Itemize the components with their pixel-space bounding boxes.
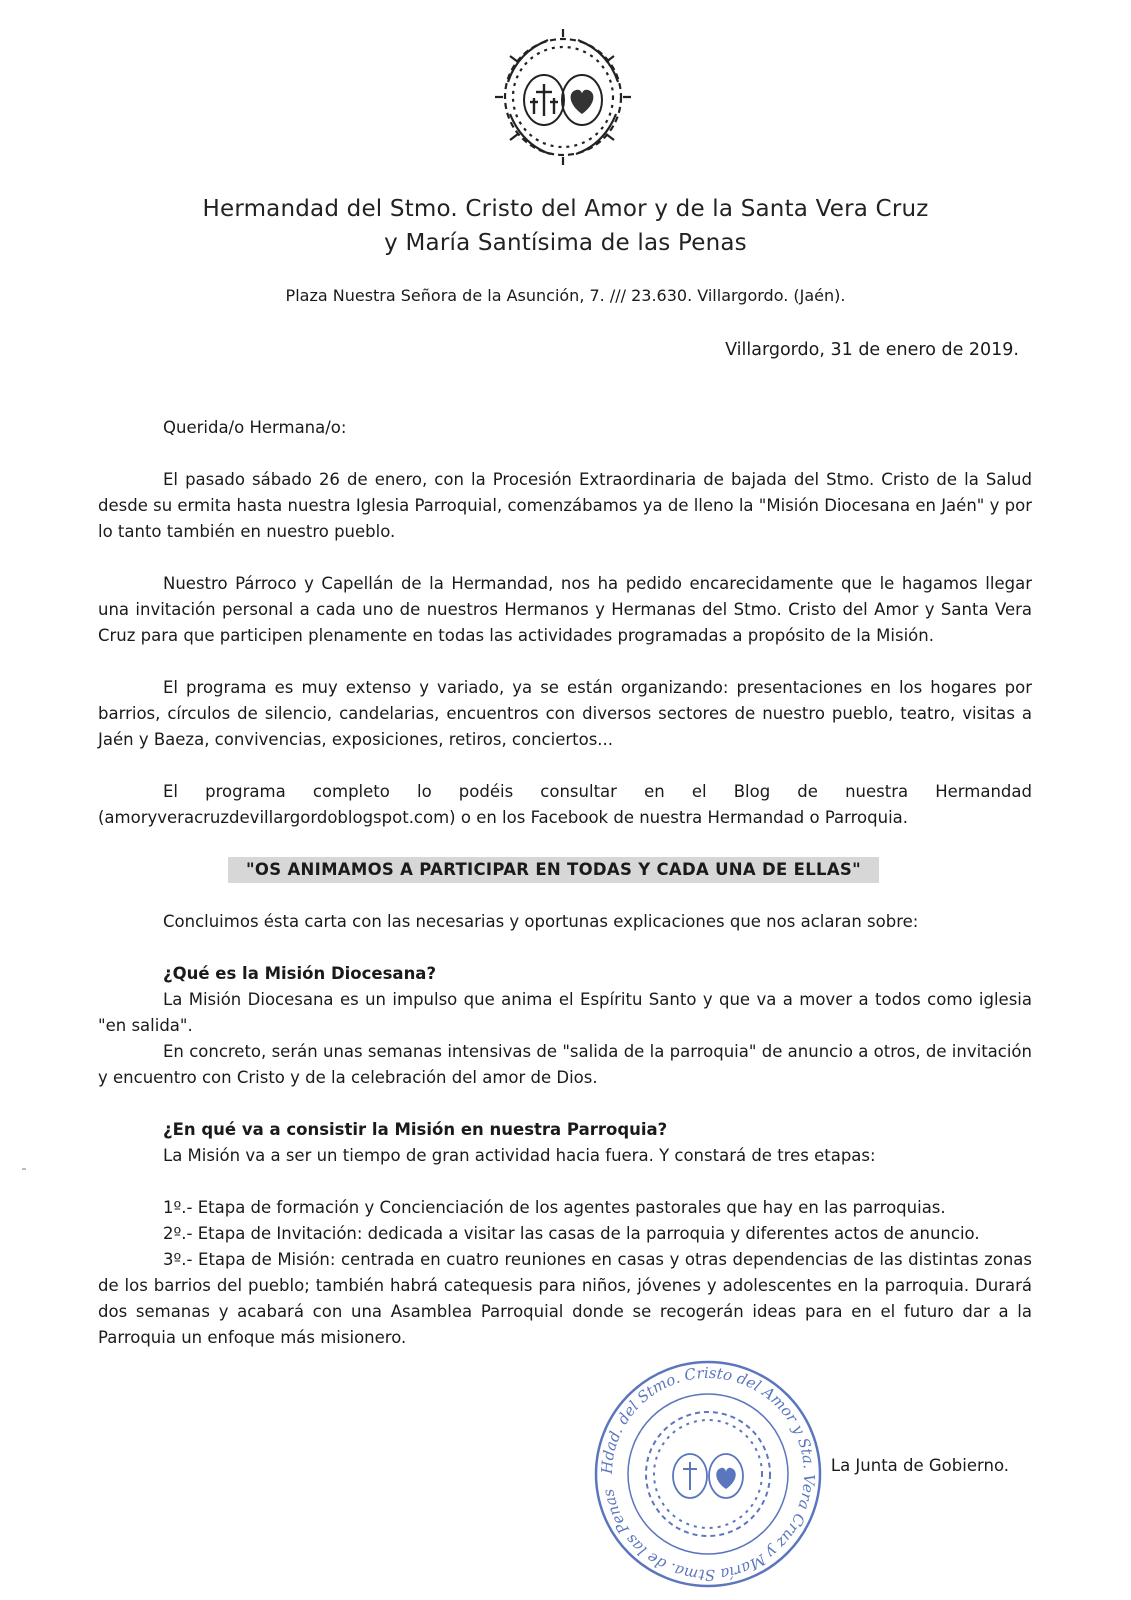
conclusion-text: Concluimos ésta carta con las necesarias y oportunas explicaciones que nos aclaran sobre:: [163, 912, 919, 931]
paragraph-program: El programa es muy extenso y variado, ya se están organizando: presentaciones en los hogares por barrios, círculos de silencio, candelarias, encuentros con diversos sectores de nuestro pueblo, teatro, visitas a Jaén y Baeza, convivencias, exposiciones, retiros, conciertos...: [98, 678, 1032, 749]
paragraph-blog-line2: (amoryveracruzdevillargordoblogspot.com) o en los Facebook de nuestra Hermandad o Parroquia.: [98, 808, 909, 827]
svg-text:Hdad. del Stmo. Cristo del Amo: [598, 1364, 818, 1584]
stage-1: 1º.- Etapa de formación y Concienciación de los agentes pastorales que hay en las parroquias.: [163, 1198, 946, 1217]
paragraph-procession: El pasado sábado 26 de enero, con la Procesión Extraordinaria de bajada del Stmo. Cristo de la Salud desde su ermita hasta nuestra Iglesia Parroquial, comenzábamos ya de lleno la "Misión Diocesana en Jaén" y por lo tanto también en nuestro pueblo.: [98, 470, 1032, 541]
address: Plaza Nuestra Señora de la Asunción, 7. /// 23.630. Villargordo. (Jaén).: [285, 286, 846, 305]
stamp-text: Hdad. del Stmo. Cristo del Amor y Sta. Vera Cruz y María Stma. de las Penas: [597, 1363, 819, 1585]
letter-body: [98, 415, 1032, 1351]
letter-date: Villargordo, 31 de enero de 2019.: [725, 340, 1019, 360]
mission-weeks: En concreto, serán unas semanas intensivas de "salida de la parroquia" de anuncio a otros, de invitación y encuentro con Cristo y de la celebración del amor de Dios.: [98, 1042, 1032, 1087]
scan-speck: [22, 1168, 26, 1170]
stage-3: 3º.- Etapa de Misión: centrada en cuatro reuniones en casas y otras dependencias de las distintas zonas de los barrios del pueblo; también habrá catequesis para niños, jóvenes y adolescentes en la parroquia. Durará dos semanas y acabará con una Asamblea Parroquial donde se recogerán ideas para en el futuro dar a la Parroquia un enfoque más misionero.: [98, 1250, 1032, 1347]
section-heading-mission: ¿Qué es la Misión Diocesana?: [163, 964, 437, 983]
encouragement-banner: "OS ANIMAMOS A PARTICIPAR EN TODAS Y CADA UNA DE ELLAS": [228, 857, 879, 883]
title-line-2: y María Santísima de las Penas: [384, 230, 747, 256]
paragraph-blog-line1: El programa completo lo podéis consultar en el Blog de nuestra Hermandad: [163, 782, 1032, 801]
paragraph-invitation: Nuestro Párroco y Capellán de la Hermandad, nos ha pedido encarecidamente que le hagamos llegar una invitación personal a cada uno de nuestros Hermanos y Hermanas del Stmo. Cristo del Amor y Santa Vera Cruz para que participen plenamente en todas las actividades programadas a propósito de la Misión.: [98, 574, 1032, 645]
salutation: Querida/o Hermana/o:: [163, 418, 347, 437]
section-heading-parish: ¿En qué va a consistir la Misión en nuestra Parroquia?: [163, 1120, 668, 1139]
brotherhood-stamp: [592, 1358, 824, 1590]
signature: La Junta de Gobierno.: [830, 1456, 1009, 1475]
title-line-1: Hermandad del Stmo. Cristo del Amor y de la Santa Vera Cruz: [202, 196, 929, 222]
parish-intro: La Misión va a ser un tiempo de gran actividad hacia fuera. Y constará de tres etapas:: [163, 1146, 876, 1165]
mission-definition: La Misión Diocesana es un impulso que anima el Espíritu Santo y que va a mover a todos como iglesia "en salida".: [98, 990, 1032, 1035]
brotherhood-logo: [488, 22, 638, 172]
stage-2: 2º.- Etapa de Invitación: dedicada a visitar las casas de la parroquia y diferentes actos de anuncio.: [163, 1224, 980, 1243]
